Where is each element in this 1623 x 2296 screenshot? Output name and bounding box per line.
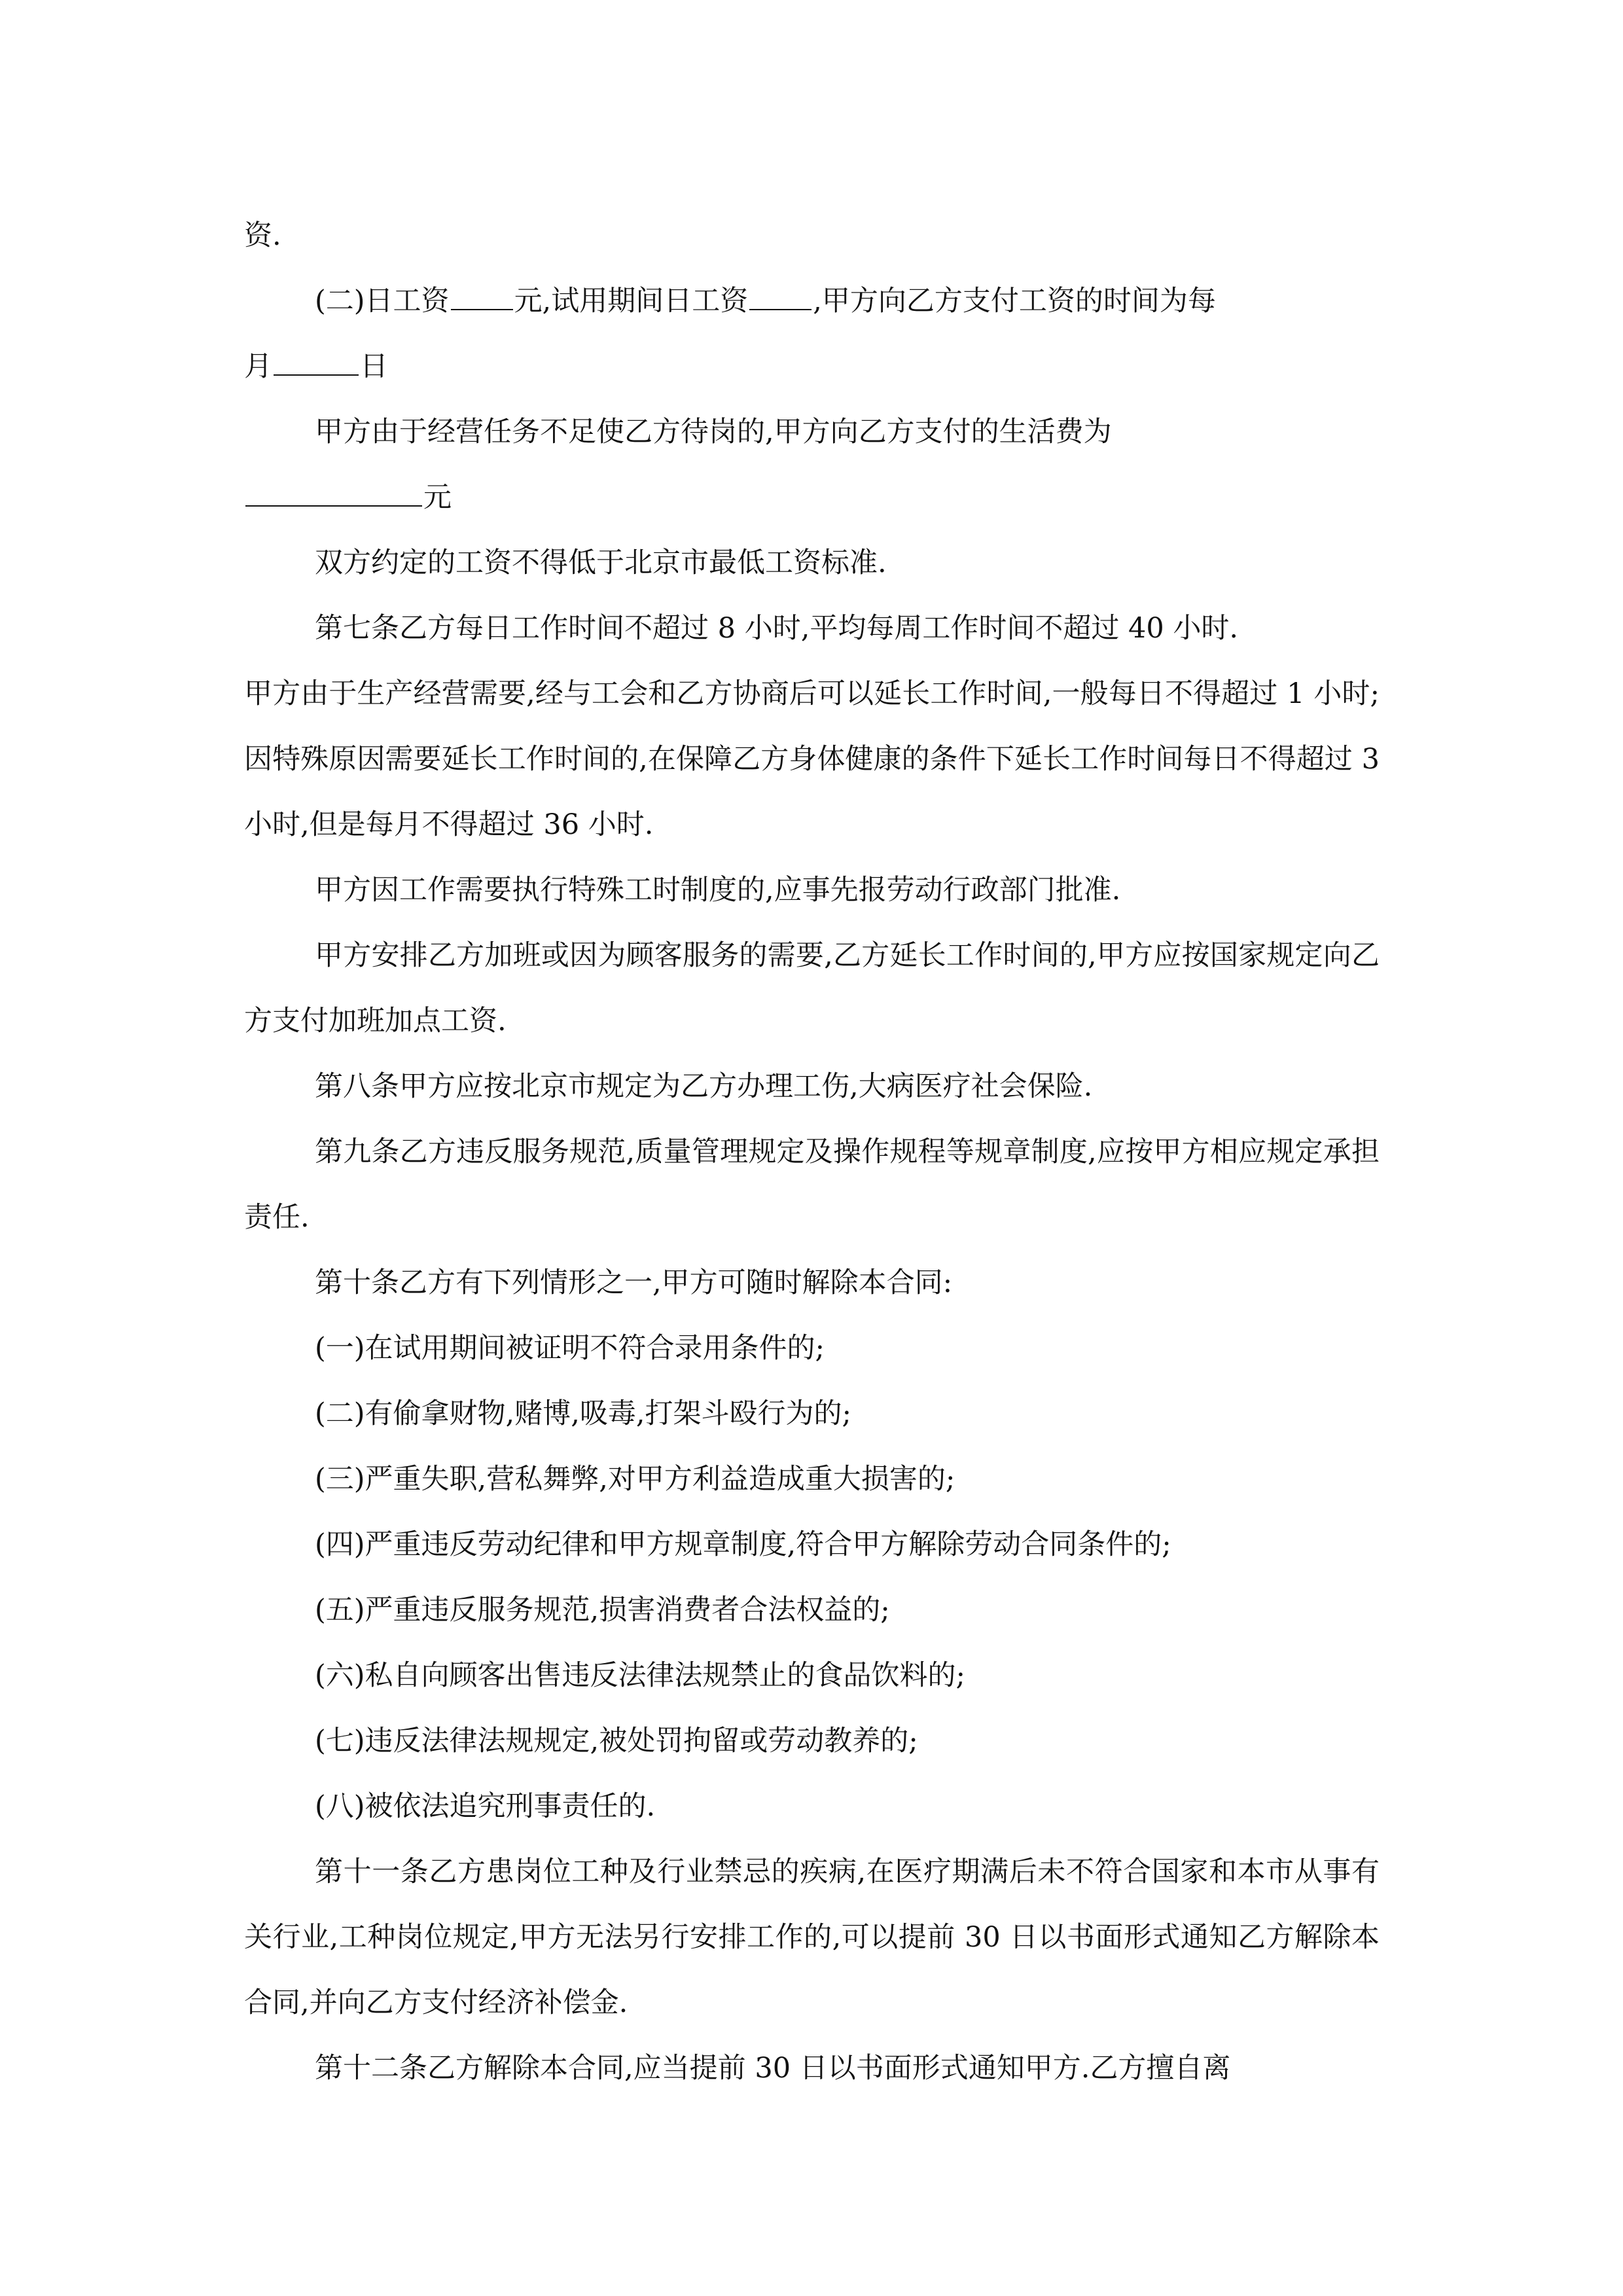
list-item-text: (六)私自向顾客出售违反法律法规禁止的食品饮料的; xyxy=(315,1659,966,1692)
paragraph-article-12 xyxy=(244,2036,1380,2101)
paragraph-article-7 xyxy=(244,596,1380,661)
paragraph-text: 第十条乙方有下列情形之一,甲方可随时解除本合同: xyxy=(315,1266,953,1299)
trial-wage-label: 元,试用期间日工资 xyxy=(514,285,749,317)
list-item xyxy=(244,1512,1380,1577)
standby-pay-text: 甲方由于经营任务不足使乙方待岗的,甲方向乙方支付的生活费为 xyxy=(315,416,1112,448)
paragraph-overtime-pay xyxy=(244,923,1380,1054)
list-item-text: (一)在试用期间被证明不符合录用条件的; xyxy=(315,1332,825,1365)
paragraph-payment-day xyxy=(244,334,1380,399)
trial-wage-blank xyxy=(749,278,812,310)
paragraph-text: 第九条乙方违反服务规范,质量管理规定及操作规程等规章制度,应按甲方相应规定承担责任. xyxy=(244,1136,1380,1234)
list-item xyxy=(244,1708,1380,1774)
paragraph-text: 甲方由于生产经营需要,经与工会和乙方协商后可以延长工作时间,一般每日不得超过 1 小时;因特殊原因需要延长工作时间的,在保障乙方身体健康的条件下延长工作时间每日不得超过 3 小时,但是每月不得超过 36 小时. xyxy=(244,677,1380,841)
paragraph-article-11 xyxy=(244,1839,1380,2036)
paragraph-text: 第七条乙方每日工作时间不超过 8 小时,平均每周工作时间不超过 40 小时. xyxy=(315,612,1239,645)
paragraph-article-8 xyxy=(244,1054,1380,1119)
payment-time-label: ,甲方向乙方支付工资的时间为每 xyxy=(813,285,1216,317)
list-item xyxy=(244,1446,1380,1512)
paragraph-minimum-wage xyxy=(244,530,1380,596)
list-item-text: (七)违反法律法规规定,被处罚拘留或劳动教养的; xyxy=(315,1725,918,1757)
month-label: 月 xyxy=(244,350,272,383)
paragraph-text: 双方约定的工资不得低于北京市最低工资标准. xyxy=(315,547,887,579)
paragraph-text: 第八条甲方应按北京市规定为乙方办理工伤,大病医疗社会保险. xyxy=(315,1070,1093,1103)
list-item-text: (四)严重违反劳动纪律和甲方规章制度,符合甲方解除劳动合同条件的; xyxy=(315,1528,1171,1561)
yuan-label: 元 xyxy=(423,481,452,514)
paragraph-article-10 xyxy=(244,1250,1380,1316)
list-item xyxy=(244,1643,1380,1708)
paragraph-text: 甲方因工作需要执行特殊工时制度的,应事先报劳动行政部门批准. xyxy=(315,874,1121,906)
daily-wage-blank xyxy=(451,278,513,310)
paragraph-text: 甲方安排乙方加班或因为顾客服务的需要,乙方延长工作时间的,甲方应按国家规定向乙方支付加班加点工资. xyxy=(244,939,1380,1037)
list-item xyxy=(244,1381,1380,1446)
standby-amount-blank xyxy=(245,474,422,507)
list-item-text: (五)严重违反服务规范,损害消费者合法权益的; xyxy=(315,1594,890,1626)
paragraph-continuation xyxy=(244,203,1380,268)
list-item-text: (二)有偷拿财物,赌博,吸毒,打架斗殴行为的; xyxy=(315,1397,852,1430)
day-label: 日 xyxy=(360,350,388,383)
paragraph-text: 第十二条乙方解除本合同,应当提前 30 日以书面形式通知甲方.乙方擅自离 xyxy=(315,2052,1231,2085)
paragraph-special-hours xyxy=(244,857,1380,923)
paragraph-standby-pay xyxy=(244,399,1380,465)
payment-day-blank xyxy=(274,343,359,376)
list-item xyxy=(244,1577,1380,1643)
paragraph-article-9 xyxy=(244,1119,1380,1250)
daily-wage-label: (二)日工资 xyxy=(315,285,450,317)
list-item-text: (八)被依法追究刑事责任的. xyxy=(315,1790,656,1823)
list-item-text: (三)严重失职,营私舞弊,对甲方利益造成重大损害的; xyxy=(315,1463,955,1496)
list-item xyxy=(244,1316,1380,1381)
paragraph-standby-amount xyxy=(244,465,1380,530)
paragraph-overtime-limits xyxy=(244,661,1380,857)
paragraph-daily-wage xyxy=(244,268,1380,334)
paragraph-text: 资. xyxy=(244,219,281,252)
document-body xyxy=(244,203,1380,2101)
paragraph-text: 第十一条乙方患岗位工种及行业禁忌的疾病,在医疗期满后未不符合国家和本市从事有关行业,工种岗位规定,甲方无法另行安排工作的,可以提前 30 日以书面形式通知乙方解除本合同,并向乙方支付经济补偿金. xyxy=(244,1856,1380,2019)
list-item xyxy=(244,1774,1380,1839)
